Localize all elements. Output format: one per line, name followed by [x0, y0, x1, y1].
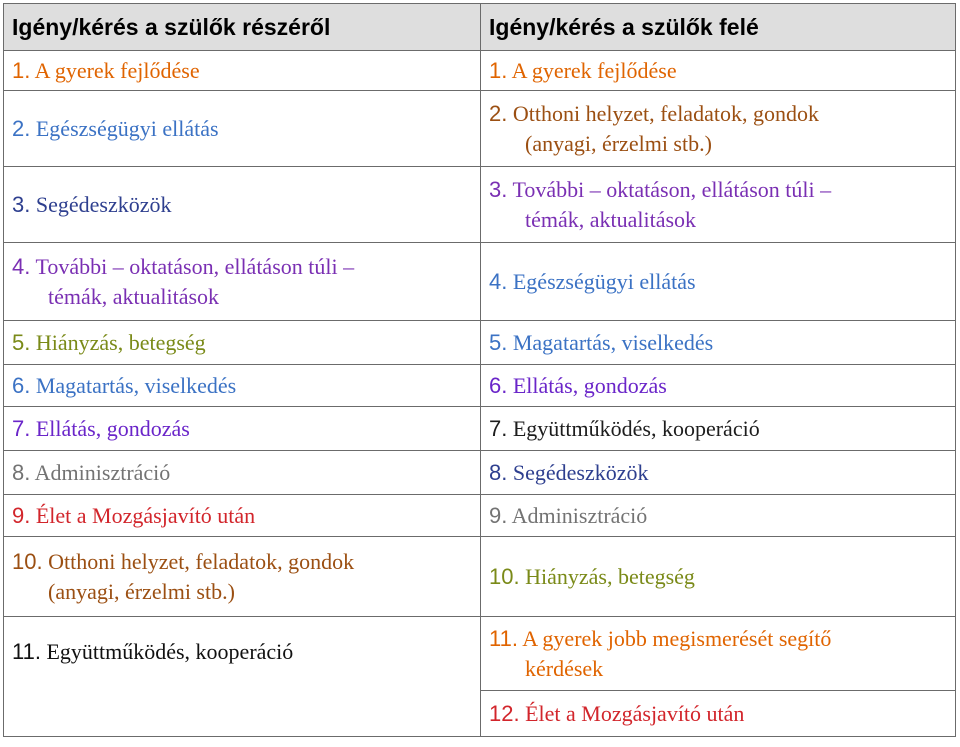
right-item-3: 3. További – oktatáson, ellátáson túli – témák, aktualitások	[481, 167, 956, 243]
right-item-10: 10. Hiányzás, betegség	[481, 537, 956, 617]
header-row	[4, 4, 956, 51]
table-row	[4, 365, 956, 407]
left-item-4: 4. További – oktatáson, ellátáson túli – témák, aktualitások	[4, 243, 481, 321]
right-item-12: 12. Élet a Mozgásjavító után	[481, 691, 956, 737]
right-item-4: 4. Egészségügyi ellátás	[481, 243, 956, 321]
left-item-6: 6. Magatartás, viselkedés	[4, 365, 481, 407]
left-item-11: 11. Együttműködés, kooperáció	[4, 617, 481, 737]
table-row	[4, 407, 956, 451]
left-item-7: 7. Ellátás, gondozás	[4, 407, 481, 451]
table-row	[4, 617, 956, 691]
right-item-8: 8. Segédeszközök	[481, 451, 956, 495]
left-item-3: 3. Segédeszközök	[4, 167, 481, 243]
right-item-9: 9. Adminisztráció	[481, 495, 956, 537]
right-item-7: 7. Együttműködés, kooperáció	[481, 407, 956, 451]
right-item-6: 6. Ellátás, gondozás	[481, 365, 956, 407]
right-item-11: 11. A gyerek jobb megismerését segítő kérdések	[481, 617, 956, 691]
left-item-9: 9. Élet a Mozgásjavító után	[4, 495, 481, 537]
table-row	[4, 243, 956, 321]
table-row	[4, 51, 956, 91]
left-item-8: 8. Adminisztráció	[4, 451, 481, 495]
right-item-2: 2. Otthoni helyzet, feladatok, gondok (anyagi, érzelmi stb.)	[481, 91, 956, 167]
right-item-5: 5. Magatartás, viselkedés	[481, 321, 956, 365]
table-row	[4, 91, 956, 167]
right-column-header: Igény/kérés a szülők felé	[481, 4, 956, 51]
left-item-1: 1. A gyerek fejlődése	[4, 51, 481, 91]
table-row	[4, 167, 956, 243]
left-item-2: 2. Egészségügyi ellátás	[4, 91, 481, 167]
comparison-table	[3, 3, 956, 737]
table-row	[4, 321, 956, 365]
left-column-header: Igény/kérés a szülők részéről	[4, 4, 481, 51]
table-row	[4, 495, 956, 537]
table-row	[4, 451, 956, 495]
right-item-1: 1. A gyerek fejlődése	[481, 51, 956, 91]
left-item-5: 5. Hiányzás, betegség	[4, 321, 481, 365]
table-row	[4, 537, 956, 617]
left-item-10: 10. Otthoni helyzet, feladatok, gondok (anyagi, érzelmi stb.)	[4, 537, 481, 617]
